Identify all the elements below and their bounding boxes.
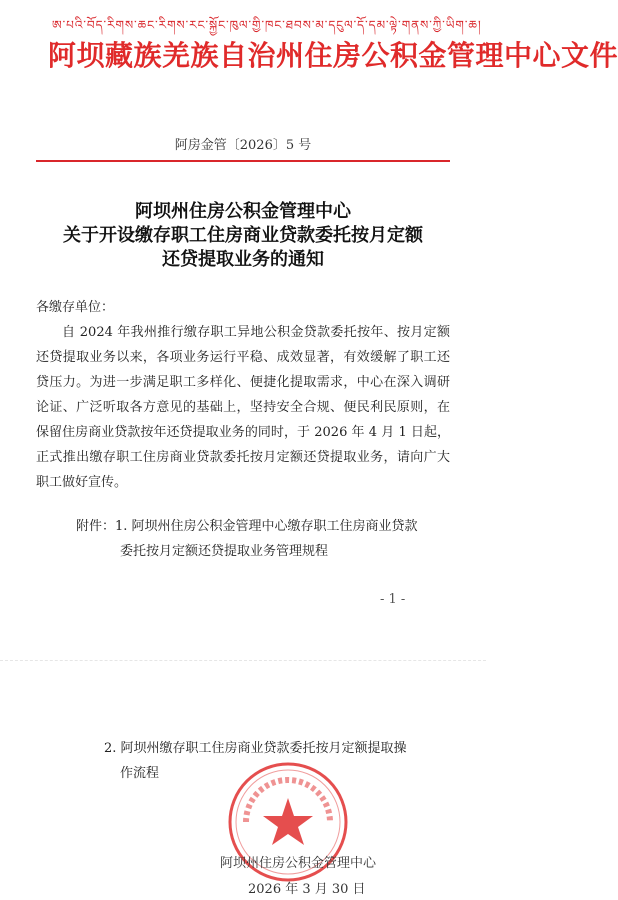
attachment-2-line-2: 作流程 bbox=[120, 766, 160, 781]
attachment-2-line-1: 2. 阿坝州缴存职工住房商业贷款委托按月定额提取操 bbox=[104, 741, 407, 756]
issuer-name: 阿坝州住房公积金管理中心 bbox=[220, 856, 377, 871]
notice-title-line-1: 阿坝州住房公积金管理中心 bbox=[135, 201, 351, 222]
attachment-1-line-1: 附件：1. 阿坝州住房公积金管理中心缴存职工住房商业贷款 bbox=[76, 519, 418, 534]
attachment-1-line-2: 委托按月定额还贷提取业务管理规程 bbox=[120, 544, 329, 559]
attachment-1 bbox=[76, 514, 446, 564]
body-paragraph: 自 2024 年我州推行缴存职工异地公积金贷款委托按年、按月定额还贷提取业务以来，各项业务运行平稳、成效显著，有效缓解了职工还贷压力。为进一步满足职工多样化、便捷化提取需求，中心在深入调研论证、广泛听取各方意见的基础上，坚持安全合规、便民利民原则，在保留住房商业贷款按年还贷提取业务的同时，于 2026 年 4 月 1 日起，正式推出缴存职工住房商业贷款委托按月定额还贷提取业务，请向广大职工做好宣传。 bbox=[36, 325, 450, 490]
salutation: 各缴存单位： bbox=[36, 300, 115, 315]
notice-title bbox=[36, 200, 450, 272]
document-number: 阿房金管〔2026〕5 号 bbox=[174, 138, 312, 153]
header-divider bbox=[36, 160, 450, 162]
tibetan-header-line: ཨ་པའི་བོད་རིགས་ཆང་རིགས་རང་སྐྱོང་ཁུལ་གྱི་ཁང་ཐབས་མ་དངུལ་དོ་དམ་ལྟེ་གནས་ཀྱི་ཡིག་ཆ། bbox=[52, 18, 482, 32]
document-header-title: 阿坝藏族羌族自治州住房公积金管理中心文件 bbox=[48, 39, 618, 72]
page-break bbox=[0, 660, 486, 661]
issue-date: 2026 年 3 月 30 日 bbox=[248, 882, 366, 897]
page-number: - 1 - bbox=[380, 592, 406, 607]
notice-title-line-2: 关于开设缴存职工住房商业贷款委托按月定额 bbox=[63, 225, 423, 246]
notice-title-line-3: 还贷提取业务的通知 bbox=[162, 249, 324, 270]
